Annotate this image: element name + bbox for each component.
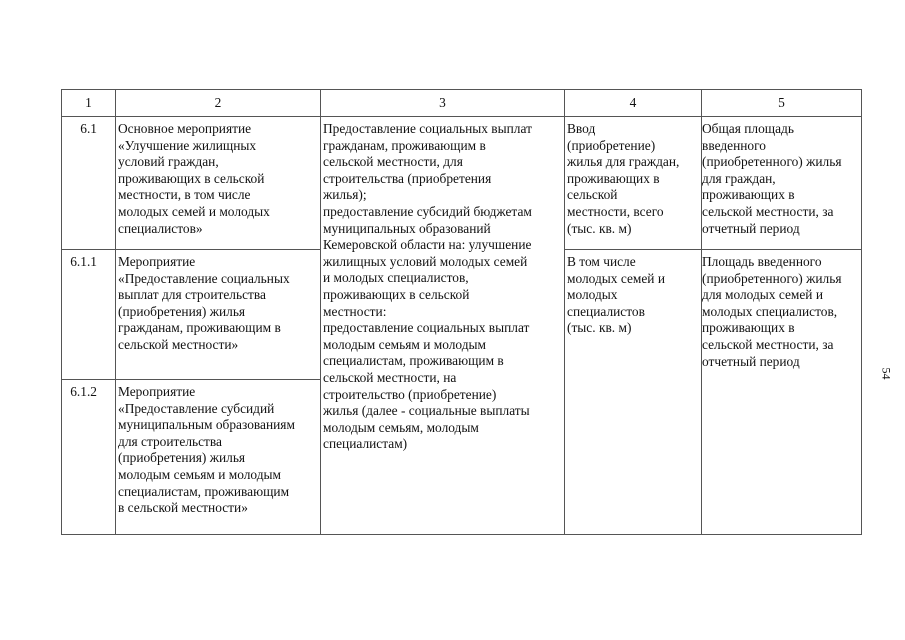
row-number: 6.1.2	[62, 380, 116, 535]
activity-content: Предоставление социальных выплат гражданам, проживающим в сельской местности, для строительства (приобретения жилья); предоставление субсидий бюджетам муниципальных образований Кемеровской области на: улучшение жилищных условий молодых семей и молодых специалистов, проживающих в сельской местности: предоставление социальных выплат молодым семьям и молодым специалистам, проживающим в сельской местности, на строительство (приобретение) жилья (далее - социальные выплаты молодым семьям, молодым специалистам)	[321, 117, 565, 535]
activity-name: Мероприятие «Предоставление социальных выплат для строительства (приобретения) жилья гражданам, проживающим в сельской местности»	[116, 250, 321, 380]
indicator-name: Ввод (приобретение) жилья для граждан, проживающих в сельской местности, всего (тыс. кв. м)	[565, 117, 702, 250]
row-number: 6.1	[62, 117, 116, 250]
table-row	[62, 117, 862, 250]
row-number: 6.1.1	[62, 250, 116, 380]
indicator-description: Площадь введенного (приобретенного) жилья для молодых семей и молодых специалистов, проживающих в сельской местности, за отчетный период	[702, 250, 862, 535]
indicator-name: В том числе молодых семей и молодых специалистов (тыс. кв. м)	[565, 250, 702, 535]
indicator-description: Общая площадь введенного (приобретенного) жилья для граждан, проживающих в сельской местности, за отчетный период	[702, 117, 862, 250]
activity-name: Мероприятие «Предоставление субсидий муниципальным образованиям для строительства (приобретения) жилья молодым семьям и молодым специалистам, проживающим в сельской местности»	[116, 380, 321, 535]
table-header-row	[62, 90, 862, 117]
indicators-table	[61, 89, 862, 535]
page-number: 54	[879, 367, 894, 380]
header-cell-1: 1	[62, 90, 116, 117]
header-cell-3: 3	[321, 90, 565, 117]
header-cell-4: 4	[565, 90, 702, 117]
header-cell-5: 5	[702, 90, 862, 117]
header-cell-2: 2	[116, 90, 321, 117]
activity-name: Основное мероприятие «Улучшение жилищных условий граждан, проживающих в сельской местности, в том числе молодых семей и молодых специалистов»	[116, 117, 321, 250]
